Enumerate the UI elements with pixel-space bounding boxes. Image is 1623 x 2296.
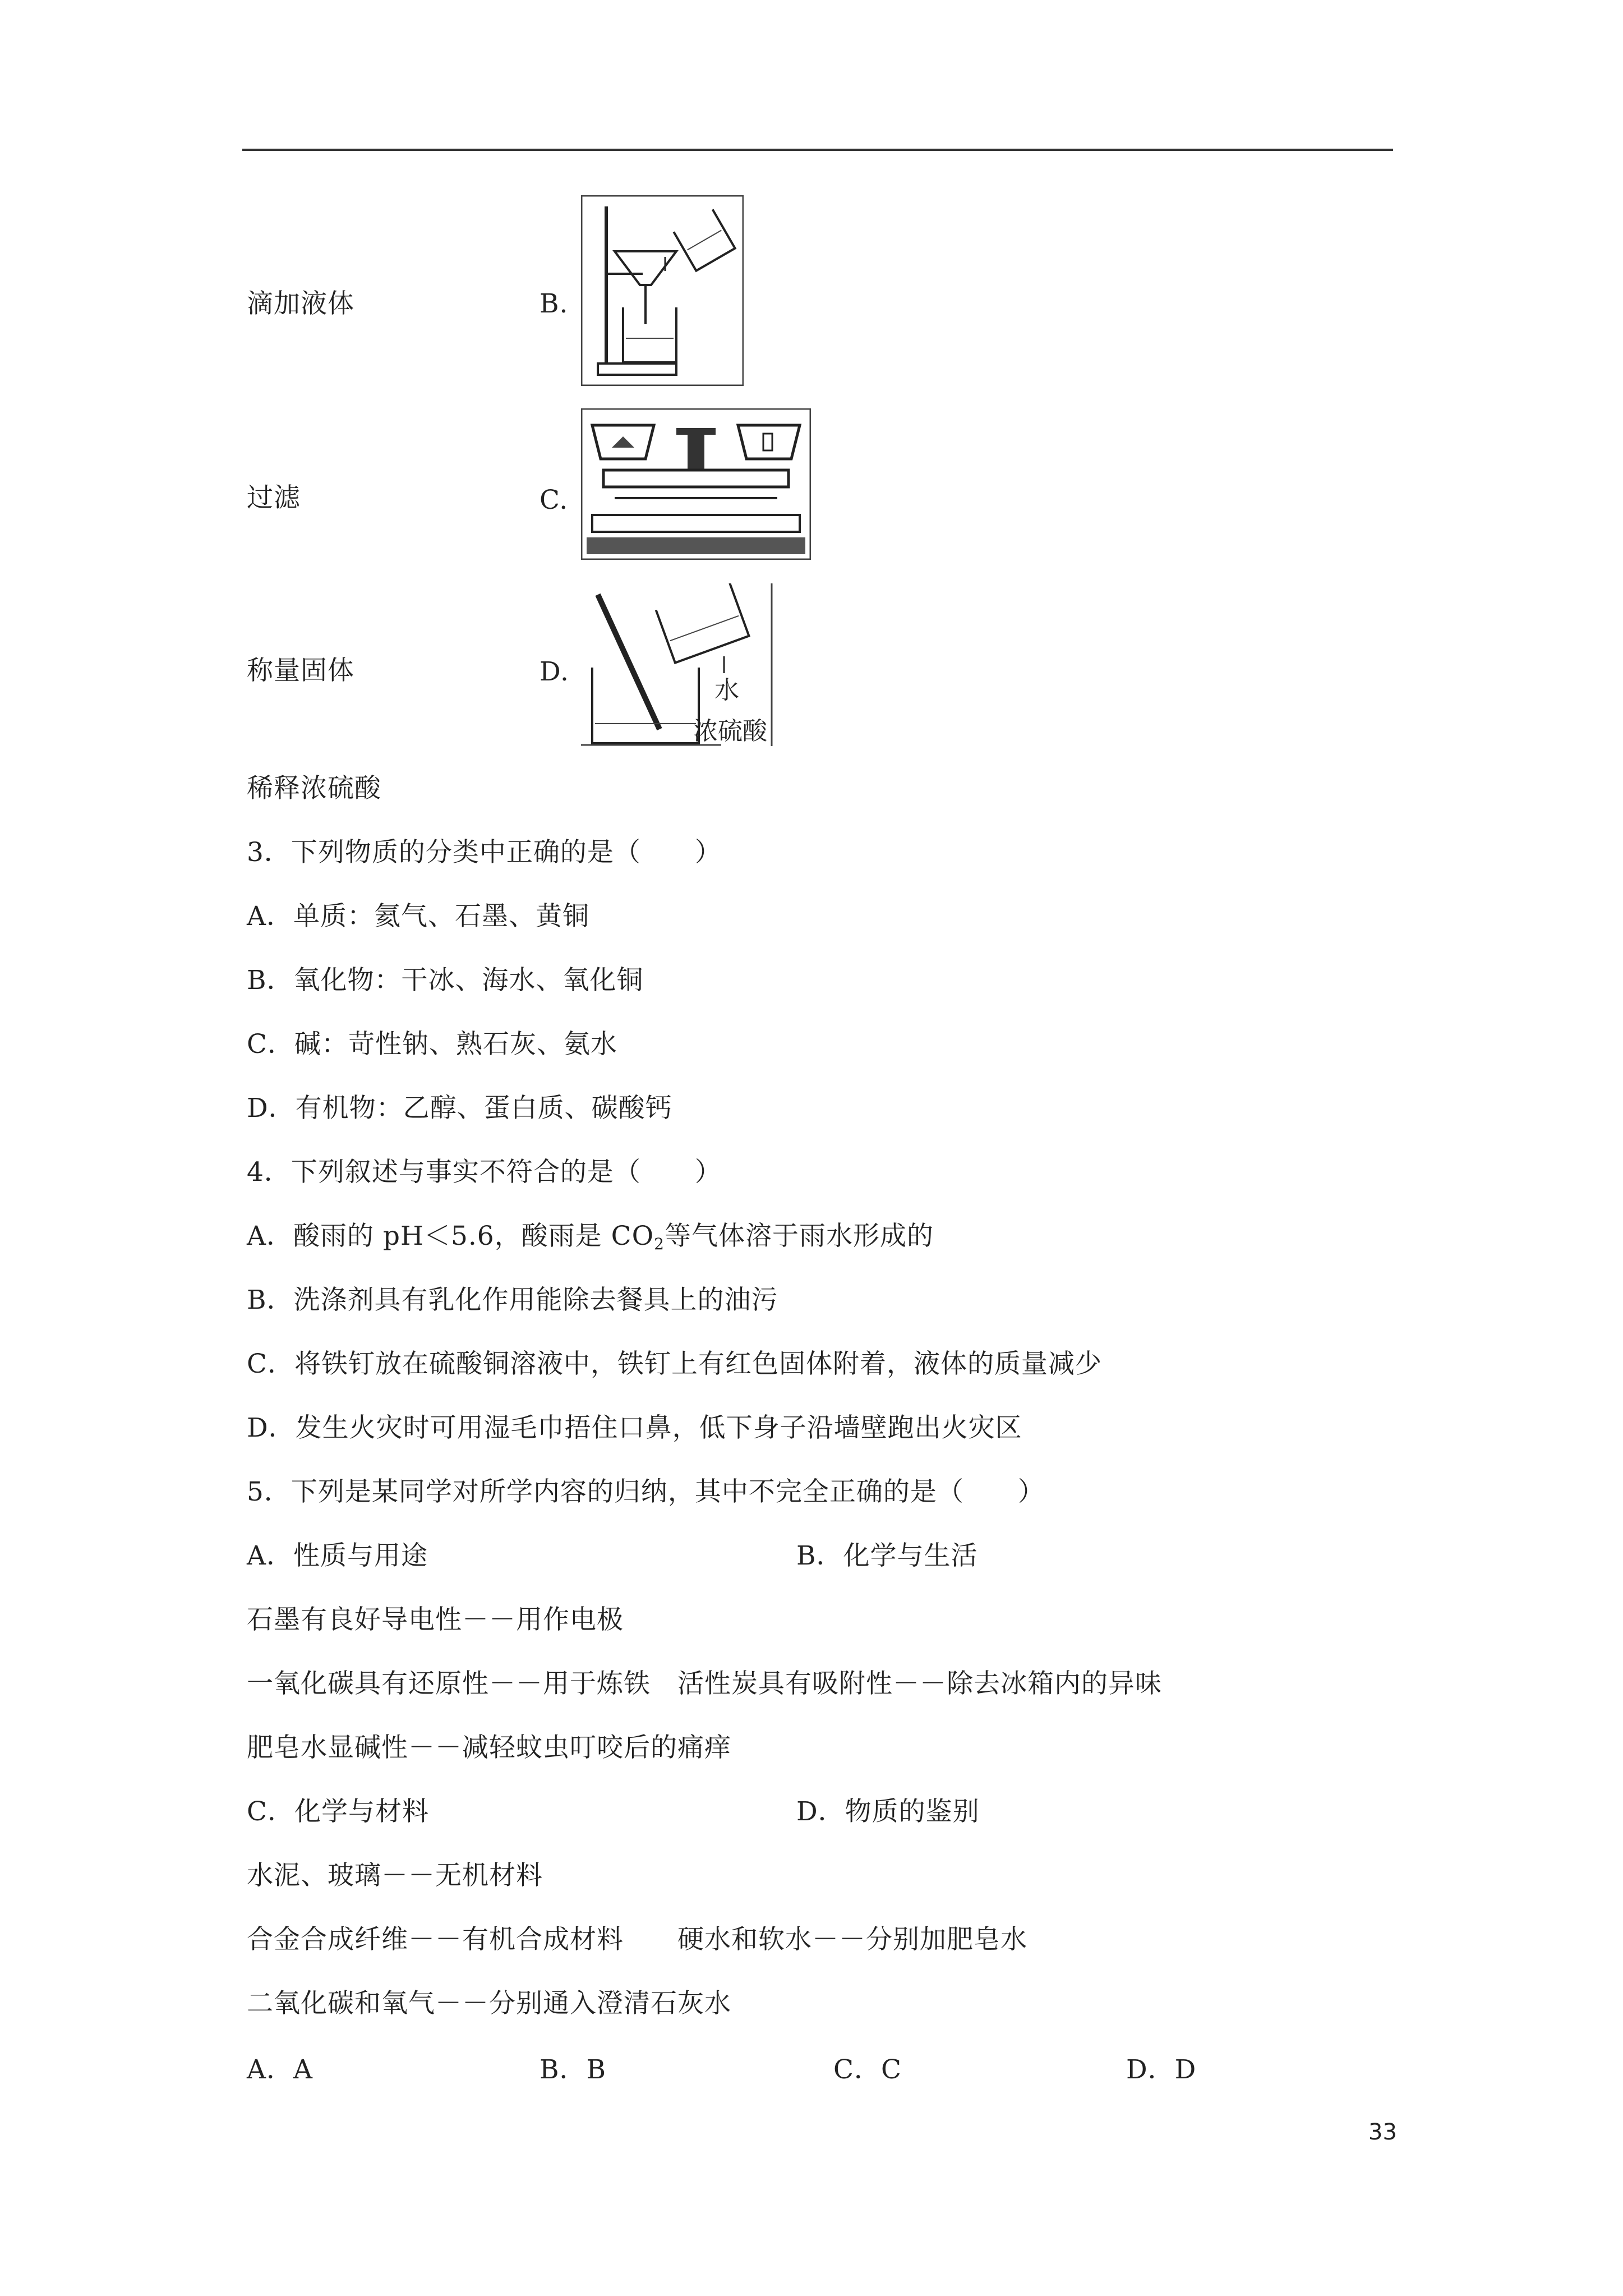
q4-option-d: D．发生火灾时可用湿毛巾捂住口鼻，低下身子沿墙壁跑出火灾区: [247, 1412, 1022, 1443]
dilution-figure: [581, 583, 777, 746]
q3-option-c: C．碱：苛性钠、熟石灰、氨水: [247, 1029, 617, 1060]
q5-head-a: A．性质与用途: [247, 1540, 428, 1571]
option-d-letter: D.: [540, 656, 569, 687]
acid-label: 浓硫酸: [693, 717, 767, 746]
option-c-letter: C.: [540, 485, 569, 516]
page-number: 33: [1368, 2119, 1397, 2145]
q5-head-b: B．化学与生活: [796, 1540, 978, 1571]
q5-line-5: 合金合成纤维－－有机合成材料 硬水和软水－－分别加肥皂水: [247, 1924, 1027, 1955]
q5-head-c: C．化学与材料: [247, 1796, 429, 1827]
filtration-apparatus-figure: [581, 195, 744, 386]
q5-answer-a: A．A: [247, 2054, 313, 2085]
q5-answer-d: D．D: [1126, 2054, 1197, 2085]
option-d-caption: 稀释浓硫酸: [247, 773, 381, 804]
q5-line-1: 石墨有良好导电性－－用作电极: [247, 1604, 624, 1635]
q4-option-c: C．将铁钉放在硫酸铜溶液中，铁钉上有红色固体附着，液体的质量减少: [247, 1349, 1102, 1379]
q3-option-b: B．氧化物：干冰、海水、氧化铜: [247, 965, 644, 996]
q3-stem: 3．下列物质的分类中正确的是（ ）: [247, 837, 722, 868]
q5-head-d: D．物质的鉴别: [796, 1796, 980, 1827]
q4-option-a: A．酸雨的 pH＜5.6，酸雨是 $CO_2$等气体溶于雨水形成的: [247, 1221, 934, 1253]
balance-figure: [581, 408, 811, 560]
q5-line-6: 二氧化碳和氧气－－分别通入澄清石灰水: [247, 1988, 731, 2019]
q4-stem: 4．下列叙述与事实不符合的是（ ）: [247, 1157, 722, 1188]
water-label: 水: [714, 676, 739, 705]
header-rule: [242, 149, 1393, 151]
q5-answer-b: B．B: [540, 2054, 607, 2085]
q5-line-3: 肥皂水显碱性－－减轻蚊虫叮咬后的痛痒: [247, 1732, 731, 1763]
q3-option-a: A．单质：氦气、石墨、黄铜: [247, 901, 589, 932]
option-b-caption: 过滤: [247, 482, 301, 513]
option-b-letter: B.: [540, 288, 569, 319]
q5-line-4: 水泥、玻璃－－无机材料: [247, 1860, 543, 1891]
q5-stem: 5．下列是某同学对所学内容的归纳，其中不完全正确的是（ ）: [247, 1476, 1045, 1507]
option-c-caption: 称量固体: [247, 655, 354, 686]
q3-option-d: D．有机物：乙醇、蛋白质、碳酸钙: [247, 1093, 672, 1124]
q5-line-2: 一氧化碳具有还原性－－用于炼铁 活性炭具有吸附性－－除去冰箱内的异味: [247, 1668, 1162, 1699]
option-a-caption: 滴加液体: [247, 288, 354, 319]
q4-option-b: B．洗涤剂具有乳化作用能除去餐具上的油污: [247, 1285, 778, 1315]
q5-answer-c: C．C: [833, 2054, 902, 2085]
